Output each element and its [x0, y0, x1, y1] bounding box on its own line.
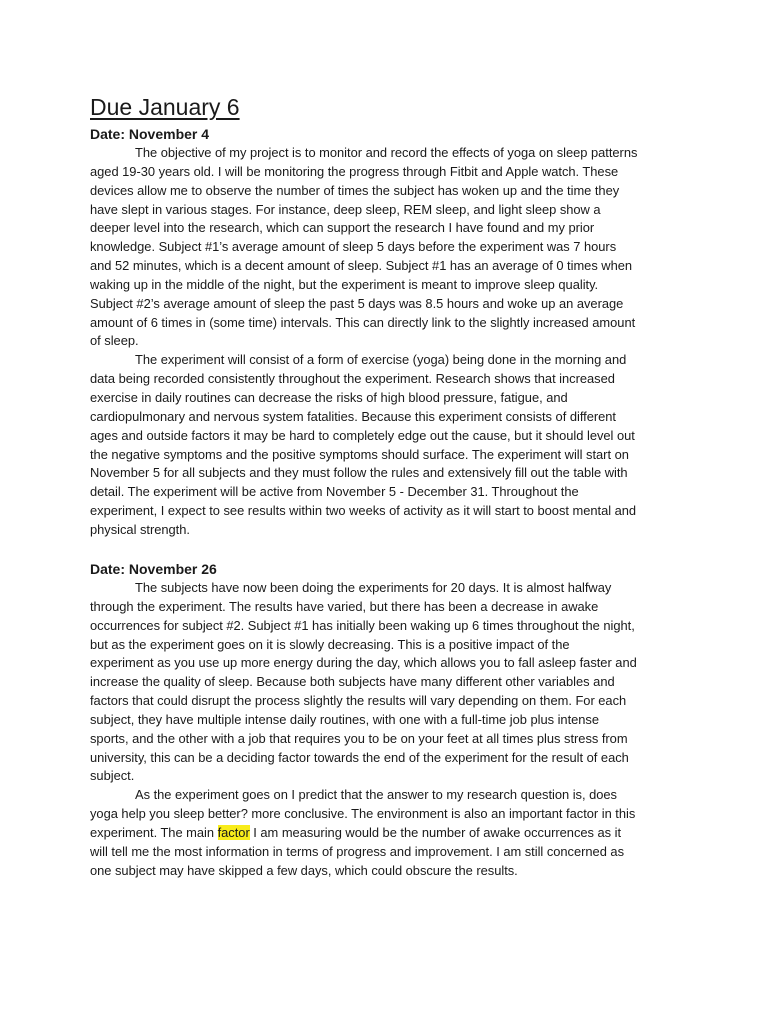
paragraph	[90, 579, 690, 786]
text-line: the negative symptoms and the positive symptoms should surface. The experiment will start on	[90, 446, 629, 462]
text-line: one subject may have skipped a few days, which could obscure the results.	[90, 862, 518, 878]
text-line: occurrences for subject #2. Subject #1 has initially been waking up 6 times throughout the night,	[90, 617, 635, 633]
text-line-with-highlight	[90, 824, 690, 843]
text-fragment: I am measuring would be the number of awake occurrences as it	[249, 824, 622, 840]
document-title: Due January 6	[90, 94, 240, 120]
text-fragment: experiment. The main	[90, 824, 218, 840]
text-line: Subject #2’s average amount of sleep the past 5 days was 8.5 hours and woke up an average	[90, 295, 624, 311]
paragraph	[90, 786, 690, 880]
text-line: experiment, I expect to see results within two weeks of activity as it will start to boost mental and	[90, 503, 637, 519]
text-line: data being recorded consistently throughout the experiment. Research shows that increased	[90, 371, 615, 387]
text-line: have slept in various stages. For instance, deep sleep, REM sleep, and light sleep show a	[90, 201, 601, 217]
text-line: subject, they have multiple intense daily routines, with one with a full-time job plus intense	[90, 711, 600, 727]
text-line: knowledge. Subject #1’s average amount of sleep 5 days before the experiment was 7 hours	[90, 239, 617, 255]
highlighted-word: factor	[217, 824, 250, 840]
text-line: experiment as you use up more energy during the day, which allows you to fall asleep faster and	[90, 655, 637, 671]
text-line: sports, and the other with a job that requires you to be on your feet at all times plus stress from	[90, 730, 628, 746]
text-line: November 5 for all subjects and they must follow the rules and extensively fill out the table with	[90, 465, 628, 481]
entry-date-heading: Date: November 4	[90, 126, 210, 142]
text-line: subject.	[90, 768, 135, 784]
entry-november-4	[90, 124, 690, 540]
text-line: The subjects have now been doing the experiments for 20 days. It is almost halfway	[135, 580, 612, 595]
text-line: detail. The experiment will be active from November 5 - December 31. Throughout the	[90, 484, 579, 500]
text-line: As the experiment goes on I predict that the answer to my research question is, does	[135, 787, 617, 803]
text-line: ages and outside factors it may be hard to completely edge out the cause, but it should level out	[90, 427, 635, 443]
text-line: physical strength.	[90, 521, 190, 537]
text-line: of sleep.	[90, 333, 139, 349]
text-line: and 52 minutes, which is a decent amount of sleep. Subject #1 has an average of 0 times when	[90, 258, 633, 274]
text-line: deeper level into the research, which can support the research I have found and my prior	[90, 220, 595, 236]
text-line: exercise in daily routines can decrease the risks of high blood pressure, fatigue, and	[90, 389, 568, 405]
paragraph	[90, 351, 690, 539]
text-line: aged 19-30 years old. I will be monitoring the progress through Fitbit and Apple watch. These	[90, 163, 619, 179]
entry-date-heading: Date: November 26	[90, 561, 217, 577]
text-line: will tell me the most information in terms of progress and improvement. I am still concerned as	[90, 843, 624, 859]
text-line: increase the quality of sleep. Because both subjects have many different other variables and	[90, 674, 615, 690]
text-line: amount of 6 times in (some time) intervals. This can directly link to the slightly increased amount	[90, 314, 636, 330]
text-line: cardiopulmonary and nervous system fatalities. Because this experiment consists of different	[90, 408, 616, 424]
text-line: devices allow me to observe the number of times the subject has woken up and the time they	[90, 182, 620, 198]
text-line: university, this can be a deciding factor towards the end of the experiment for the result of each	[90, 749, 629, 765]
entry-november-26	[90, 559, 690, 881]
text-line: waking up in the middle of the night, but the experiment is meant to improve sleep quality.	[90, 276, 599, 292]
text-line: The objective of my project is to monitor and record the effects of yoga on sleep patterns	[135, 145, 638, 160]
text-line: through the experiment. The results have varied, but there has been a decrease in awake	[90, 598, 599, 614]
text-line: factors that could disrupt the process slightly the results will vary depending on them. For each	[90, 693, 627, 709]
text-line: The experiment will consist of a form of exercise (yoga) being done in the morning and	[135, 352, 627, 368]
text-line: yoga help you sleep better? more conclusive. The environment is also an important factor in this	[90, 806, 636, 822]
paragraph	[90, 144, 690, 351]
text-line: but as the experiment goes on it is slowly decreasing. This is a positive impact of the	[90, 636, 570, 652]
